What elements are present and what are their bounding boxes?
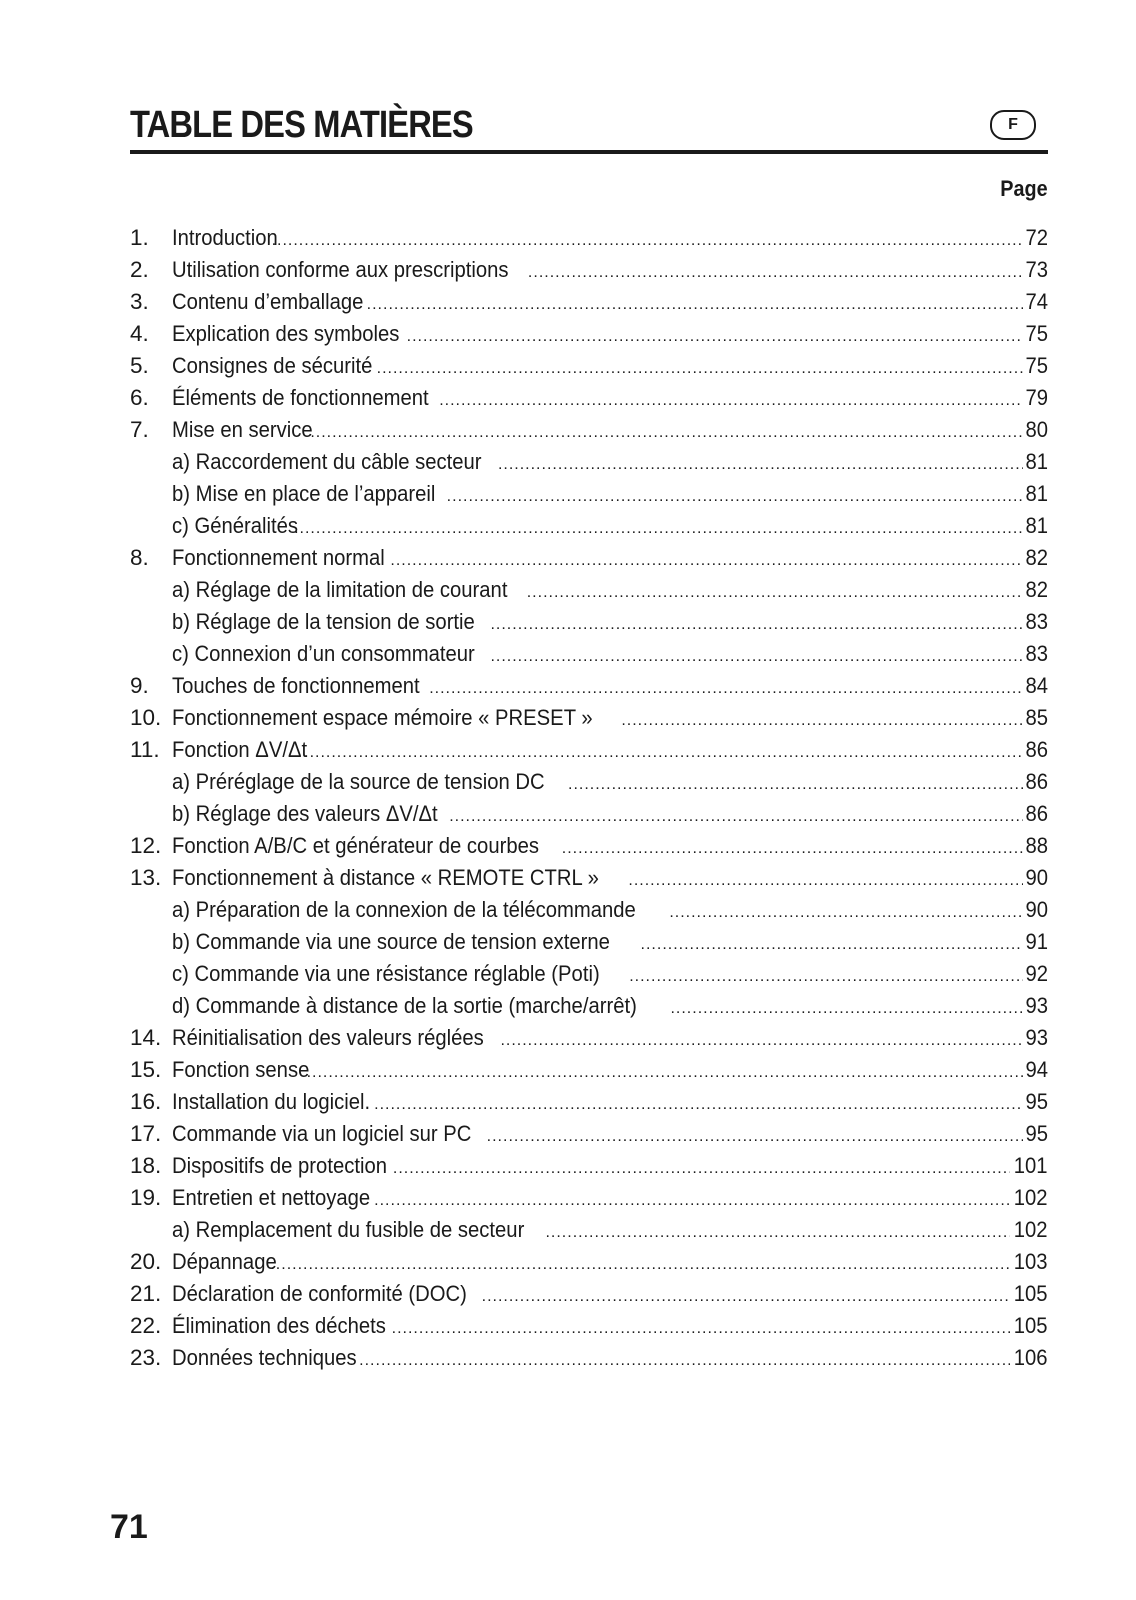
toc-entry-text <box>172 1342 1010 1377</box>
toc-entry-text <box>172 542 1023 577</box>
toc-entry-text <box>172 766 1023 801</box>
dot-leader <box>377 350 1023 385</box>
toc-entry-text <box>172 958 1023 993</box>
toc-entry-text <box>172 734 1023 769</box>
toc-entry-text <box>172 670 1023 705</box>
toc-entry-label: Contenu d’emballage <box>172 289 364 314</box>
toc-entry-label: Utilisation conforme aux prescriptions <box>172 257 509 282</box>
toc-entry[interactable] <box>130 1278 1048 1310</box>
toc-entry-number: 16. <box>130 1089 162 1114</box>
dot-leader <box>568 766 1023 801</box>
toc-entry-label: Introduction <box>172 225 278 250</box>
toc-entry[interactable] <box>130 382 1048 414</box>
toc-entry-page: 81 <box>1025 513 1048 538</box>
toc-entry-page: 75 <box>1025 353 1048 378</box>
toc-entry-number: 17. <box>130 1121 162 1146</box>
toc-entry-page: 74 <box>1025 289 1048 314</box>
toc-entry-page: 101 <box>1014 1153 1048 1178</box>
toc-entry[interactable] <box>130 670 1048 702</box>
toc-entry[interactable] <box>130 478 1048 510</box>
toc-entry-text <box>172 1086 1023 1121</box>
toc-entry-page: 90 <box>1025 865 1048 890</box>
toc-entry-number: 2. <box>130 257 149 282</box>
toc-entry-text <box>172 1054 1023 1089</box>
toc-entry-page: 86 <box>1025 801 1048 826</box>
dot-leader <box>439 382 1023 417</box>
dot-leader <box>310 414 1023 449</box>
toc-entry[interactable] <box>130 990 1048 1022</box>
toc-entry-page: 84 <box>1025 673 1048 698</box>
toc-entry-page: 81 <box>1025 481 1048 506</box>
toc-entry[interactable] <box>130 1054 1048 1086</box>
toc-entry-label: Fonction sense <box>172 1057 310 1082</box>
table-of-contents <box>130 222 1048 1374</box>
toc-entry-text <box>172 990 1023 1025</box>
toc-entry-text <box>172 510 1023 545</box>
toc-entry-text <box>172 638 1023 673</box>
toc-entry-text <box>172 414 1023 449</box>
toc-entry[interactable] <box>130 286 1048 318</box>
toc-entry-text <box>172 478 1023 513</box>
toc-entry-label: b) Réglage des valeurs ΔV/Δt <box>172 801 438 826</box>
toc-entry[interactable] <box>130 1086 1048 1118</box>
dot-leader <box>294 510 1023 545</box>
toc-entry-page: 103 <box>1014 1249 1048 1274</box>
dot-leader <box>374 1086 1023 1121</box>
toc-entry[interactable] <box>130 1150 1048 1182</box>
toc-entry-number: 20. <box>130 1249 162 1274</box>
toc-entry-text <box>172 222 1023 257</box>
dot-leader <box>374 1182 1010 1217</box>
toc-entry-page: 94 <box>1025 1057 1048 1082</box>
toc-entry[interactable] <box>130 798 1048 830</box>
toc-entry-page: 86 <box>1025 769 1048 794</box>
toc-entry-text <box>172 862 1023 897</box>
toc-entry-page: 105 <box>1014 1281 1048 1306</box>
toc-entry-text <box>172 286 1023 321</box>
toc-entry-number: 15. <box>130 1057 162 1082</box>
toc-entry-text <box>172 830 1023 865</box>
toc-entry-page: 85 <box>1025 705 1048 730</box>
toc-entry[interactable] <box>130 766 1048 798</box>
toc-entry-label: a) Raccordement du câble secteur <box>172 449 482 474</box>
toc-entry-label: Élimination des déchets <box>172 1313 386 1338</box>
page-number: 71 <box>110 1508 148 1546</box>
toc-entry-page: 106 <box>1014 1345 1048 1370</box>
toc-entry-number: 21. <box>130 1281 162 1306</box>
toc-entry[interactable] <box>130 414 1048 446</box>
dot-leader <box>500 1022 1023 1057</box>
toc-entry-label: b) Réglage de la tension de sortie <box>172 609 475 634</box>
toc-entry-label: a) Préparation de la connexion de la télécommande <box>172 897 636 922</box>
toc-entry-page: 82 <box>1025 545 1048 570</box>
dot-leader <box>528 254 1023 289</box>
toc-entry[interactable] <box>130 830 1048 862</box>
toc-entry-text <box>172 926 1023 961</box>
toc-entry-label: Fonctionnement à distance « REMOTE CTRL » <box>172 865 599 890</box>
dot-leader <box>447 478 1023 513</box>
dot-leader <box>527 574 1023 609</box>
toc-entry-label: c) Généralités <box>172 513 299 538</box>
dot-leader <box>393 1150 1011 1185</box>
toc-entry[interactable] <box>130 1118 1048 1150</box>
toc-entry[interactable] <box>130 894 1048 926</box>
toc-entry-page: 88 <box>1025 833 1048 858</box>
dot-leader <box>392 1310 1011 1345</box>
dot-leader <box>359 1342 1010 1377</box>
toc-entry-label: Fonction A/B/C et générateur de courbes <box>172 833 539 858</box>
toc-entry-number: 7. <box>130 417 149 442</box>
toc-entry-text <box>172 702 1023 737</box>
toc-entry-number: 10. <box>130 705 162 730</box>
toc-entry-text <box>172 1310 1010 1345</box>
dot-leader <box>628 862 1023 897</box>
toc-entry[interactable] <box>130 1342 1048 1374</box>
toc-entry-label: Dispositifs de protection <box>172 1153 387 1178</box>
toc-entry-page: 93 <box>1025 1025 1048 1050</box>
toc-entry-number: 12. <box>130 833 162 858</box>
toc-entry-number: 3. <box>130 289 149 314</box>
toc-entry-page: 73 <box>1025 257 1048 282</box>
toc-entry-page: 82 <box>1025 577 1048 602</box>
toc-entry-number: 6. <box>130 385 149 410</box>
toc-entry-number: 14. <box>130 1025 162 1050</box>
toc-entry-label: Entretien et nettoyage <box>172 1185 371 1210</box>
toc-entry-label: Éléments de fonctionnement <box>172 385 429 410</box>
toc-entry-number: 8. <box>130 545 149 570</box>
toc-entry-label: Fonctionnement espace mémoire « PRESET » <box>172 705 593 730</box>
toc-entry-text <box>172 1022 1023 1057</box>
toc-entry-text <box>172 350 1023 385</box>
toc-entry-text <box>172 446 1023 481</box>
toc-entry-text <box>172 1278 1010 1313</box>
toc-entry-number: 13. <box>130 865 162 890</box>
toc-entry-text <box>172 382 1023 417</box>
dot-leader <box>669 894 1023 929</box>
toc-entry-number: 22. <box>130 1313 162 1338</box>
dot-leader <box>390 542 1023 577</box>
dot-leader <box>449 798 1023 833</box>
toc-entry-number: 4. <box>130 321 149 346</box>
language-badge: F <box>990 110 1036 140</box>
toc-entry-label: Explication des symboles <box>172 321 400 346</box>
toc-entry-number: 23. <box>130 1345 162 1370</box>
toc-entry-text <box>172 606 1023 641</box>
dot-leader <box>407 318 1023 353</box>
toc-entry[interactable] <box>130 958 1048 990</box>
toc-entry[interactable] <box>130 222 1048 254</box>
toc-entry[interactable] <box>130 862 1048 894</box>
toc-entry-label: d) Commande à distance de la sortie (marche/arrêt) <box>172 993 637 1018</box>
toc-entry-page: 83 <box>1025 641 1048 666</box>
toc-entry-label: Commande via un logiciel sur PC <box>172 1121 472 1146</box>
toc-entry[interactable] <box>130 254 1048 286</box>
toc-entry-page: 95 <box>1025 1121 1048 1146</box>
toc-entry-text <box>172 1182 1010 1217</box>
dot-leader <box>629 958 1023 993</box>
toc-entry-number: 9. <box>130 673 149 698</box>
toc-entry[interactable] <box>130 542 1048 574</box>
toc-entry-label: Consignes de sécurité <box>172 353 373 378</box>
toc-entry-text <box>172 1150 1010 1185</box>
dot-leader <box>498 446 1023 481</box>
toc-entry[interactable] <box>130 318 1048 350</box>
toc-entry-label: c) Connexion d’un consommateur <box>172 641 475 666</box>
toc-entry-text <box>172 318 1023 353</box>
dot-leader <box>429 670 1023 705</box>
toc-entry[interactable] <box>130 1022 1048 1054</box>
toc-entry[interactable] <box>130 606 1048 638</box>
toc-entry-number: 11. <box>130 737 160 762</box>
toc-entry-page: 80 <box>1025 417 1048 442</box>
toc-entry-text <box>172 798 1023 833</box>
toc-entry-label: b) Mise en place de l’appareil <box>172 481 436 506</box>
toc-entry-label: a) Préréglage de la source de tension DC <box>172 769 545 794</box>
toc-entry-label: b) Commande via une source de tension externe <box>172 929 610 954</box>
dot-leader <box>621 702 1023 737</box>
toc-entry-page: 95 <box>1025 1089 1048 1114</box>
page-header <box>130 100 1048 154</box>
toc-entry[interactable] <box>130 734 1048 766</box>
dot-leader <box>670 990 1023 1025</box>
toc-entry[interactable] <box>130 510 1048 542</box>
dot-leader <box>304 734 1023 769</box>
dot-leader <box>270 1246 1010 1281</box>
toc-entry[interactable] <box>130 1214 1048 1246</box>
toc-entry-label: a) Remplacement du fusible de secteur <box>172 1217 525 1242</box>
toc-entry-label: Données techniques <box>172 1345 357 1370</box>
dot-leader <box>490 606 1023 641</box>
dot-leader <box>482 1278 1011 1313</box>
toc-entry-label: Réinitialisation des valeurs réglées <box>172 1025 484 1050</box>
toc-entry-page: 83 <box>1025 609 1048 634</box>
toc-entry-label: Dépannage <box>172 1249 277 1274</box>
dot-leader <box>562 830 1023 865</box>
dot-leader <box>545 1214 1010 1249</box>
toc-entry-label: Fonction ΔV/Δt <box>172 737 308 762</box>
toc-entry-page: 86 <box>1025 737 1048 762</box>
toc-entry-page: 92 <box>1025 961 1048 986</box>
toc-entry-number: 1. <box>130 225 149 250</box>
toc-entry-page: 79 <box>1025 385 1048 410</box>
page-column-label: Page <box>1000 176 1048 201</box>
toc-entry-text <box>172 1118 1023 1153</box>
toc-entry-label: Mise en service <box>172 417 313 442</box>
toc-entry[interactable] <box>130 1182 1048 1214</box>
dot-leader <box>641 926 1023 961</box>
toc-entry-text <box>172 574 1023 609</box>
toc-entry-page: 102 <box>1014 1185 1048 1210</box>
toc-entry-text <box>172 1246 1010 1281</box>
toc-entry-page: 91 <box>1025 929 1048 954</box>
dot-leader <box>490 638 1023 673</box>
toc-entry[interactable] <box>130 446 1048 478</box>
toc-entry-label: c) Commande via une résistance réglable (Poti) <box>172 961 600 986</box>
toc-entry[interactable] <box>130 1246 1048 1278</box>
toc-entry[interactable] <box>130 638 1048 670</box>
dot-leader <box>487 1118 1023 1153</box>
toc-entry-page: 72 <box>1025 225 1048 250</box>
toc-entry-label: Installation du logiciel. <box>172 1089 371 1114</box>
toc-entry-label: Touches de fonctionnement <box>172 673 420 698</box>
toc-entry-text <box>172 1214 1010 1249</box>
toc-entry-label: Déclaration de conformité (DOC) <box>172 1281 467 1306</box>
toc-entry[interactable] <box>130 574 1048 606</box>
toc-entry-page: 81 <box>1025 449 1048 474</box>
toc-entry[interactable] <box>130 350 1048 382</box>
page-title: TABLE DES MATIÈRES <box>130 104 473 146</box>
toc-entry-label: a) Réglage de la limitation de courant <box>172 577 508 602</box>
dot-leader <box>272 222 1023 257</box>
toc-entry-number: 5. <box>130 353 149 378</box>
toc-entry[interactable] <box>130 1310 1048 1342</box>
dot-leader <box>367 286 1023 321</box>
toc-entry-page: 105 <box>1014 1313 1048 1338</box>
toc-entry-label: Fonctionnement normal <box>172 545 385 570</box>
toc-entry-number: 18. <box>130 1153 162 1178</box>
toc-entry-text <box>172 894 1023 929</box>
toc-entry-page: 102 <box>1014 1217 1048 1242</box>
toc-entry-text <box>172 254 1023 289</box>
toc-entry-page: 90 <box>1025 897 1048 922</box>
toc-entry-page: 75 <box>1025 321 1048 346</box>
toc-entry-page: 93 <box>1025 993 1048 1018</box>
toc-entry[interactable] <box>130 702 1048 734</box>
dot-leader <box>307 1054 1023 1089</box>
toc-entry[interactable] <box>130 926 1048 958</box>
toc-entry-number: 19. <box>130 1185 162 1210</box>
